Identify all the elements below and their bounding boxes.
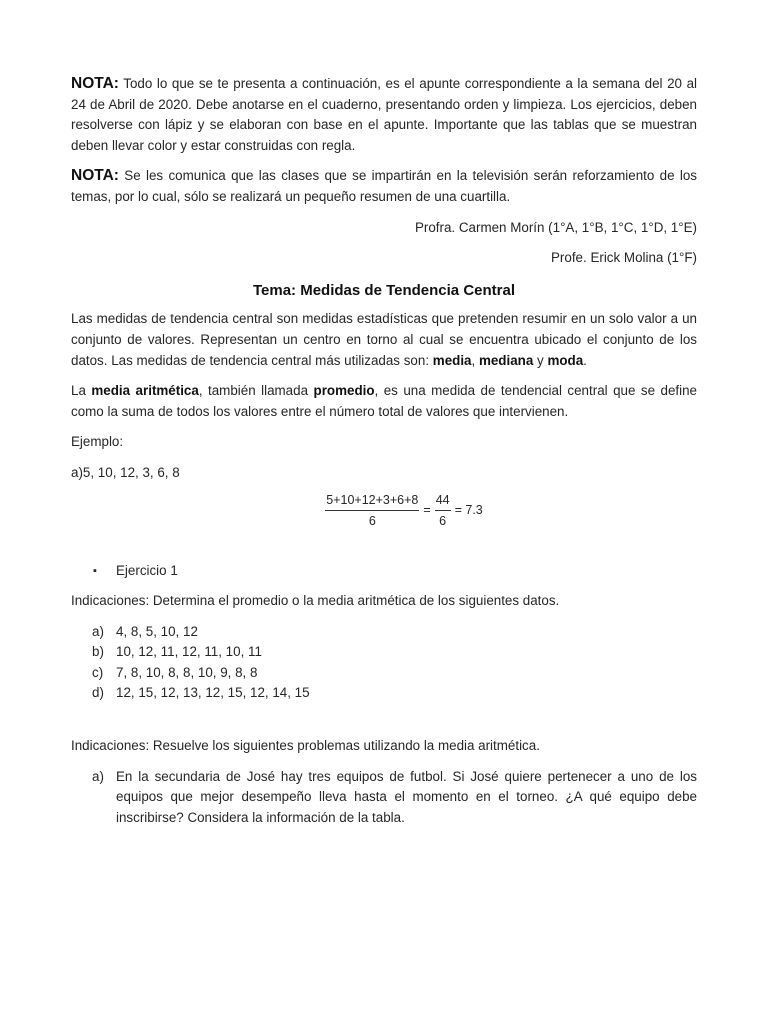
exercise-bullet-list — [71, 561, 697, 582]
item-marker: c) — [92, 664, 104, 680]
term-promedio: promedio — [313, 383, 375, 399]
term-media: media — [432, 352, 472, 368]
formula-result: = 7.3 — [454, 502, 483, 517]
item-text: En la secundaria de José hay tres equipos de futbol. Si José quiere pertenecer a uno de los equipos que mejor desempeño lleva hasta el momento en el torneo. ¿A qué equipo debe inscribirse? Considera la información de la tabla. — [116, 768, 697, 825]
list-item — [71, 622, 697, 643]
exercise-title: ▪ Ejercicio 1 — [71, 561, 697, 582]
note-1-text: Todo lo que se te presenta a continuación, es el apunte correspondiente a la semana del 20 al 24 de Abril de 2020. Debe anotarse en el cuaderno, presentando orden y limpieza. Los ejercicios, deben resolverse con lápiz y se elaboran con base en el apunte. Importante que las tablas que se muestran deben llevar color y estar construidas con regla. — [71, 76, 697, 153]
note-2-label: NOTA: — [71, 167, 119, 185]
equals-sign: = — [423, 502, 431, 517]
list-item — [71, 683, 697, 704]
item-marker: a) — [92, 768, 104, 784]
item-text: 10, 12, 11, 12, 11, 10, 11 — [116, 644, 262, 660]
intro-paragraph — [71, 309, 697, 371]
fraction-total — [435, 492, 451, 529]
problems-instructions: Indicaciones: Resuelve los siguientes problemas utilizando la media aritmética. — [71, 738, 540, 754]
note-1 — [71, 74, 697, 156]
note-2 — [71, 166, 697, 207]
term-mediana: mediana — [478, 352, 534, 368]
fraction-sum — [325, 492, 419, 529]
fraction-sum-numerator: 5+10+12+3+6+8 — [325, 492, 419, 511]
term-moda: moda — [547, 352, 584, 368]
definition-paragraph — [71, 381, 697, 422]
note-1-label: NOTA: — [71, 75, 119, 92]
teacher-2: Profe. Erick Molina (1°F) — [551, 250, 697, 266]
item-text: 7, 8, 10, 8, 8, 10, 9, 8, 8 — [116, 664, 258, 680]
list-item — [71, 642, 697, 663]
teacher-1: Profra. Carmen Morín (1°A, 1°B, 1°C, 1°D, 1°E) — [414, 219, 697, 235]
item-text: 12, 15, 12, 13, 12, 15, 12, 14, 15 — [116, 685, 310, 701]
fraction-total-numerator: 44 — [435, 492, 451, 511]
example-label: Ejemplo: — [71, 434, 124, 450]
item-marker: d) — [92, 685, 104, 701]
note-2-text: Se les comunica que las clases que se impartirán en la televisión serán reforzamiento de los temas, por lo cual, sólo se realizará un pequeño resumen de una cuartilla. — [71, 168, 697, 204]
definition-lead: La — [71, 383, 86, 399]
exercise-instructions: Indicaciones: Determina el promedio o la media aritmética de los siguientes datos. — [71, 593, 560, 609]
problems-list — [71, 767, 697, 829]
term-media-aritmetica: media aritmética — [91, 383, 199, 399]
list-item — [71, 663, 697, 684]
item-marker: b) — [92, 644, 104, 660]
item-text: 4, 8, 5, 10, 12 — [116, 623, 198, 639]
intro-text: Las medidas de tendencia central son medidas estadísticas que pretenden resumir en un solo valor a un conjunto de valores. Representan un centro en torno al cual se encuentra ubicado el conjunto de los datos. Las medidas de tendencia central más utilizadas son: — [71, 311, 697, 368]
intro-sep-1: , — [471, 352, 476, 368]
example-formula — [111, 492, 697, 529]
exercise-list — [71, 622, 697, 704]
definition-mid: , también llamada — [198, 383, 309, 399]
document-page — [71, 74, 697, 828]
intro-end: . — [583, 352, 587, 368]
list-item — [71, 767, 697, 829]
item-marker: a) — [92, 623, 104, 639]
page-title: Tema: Medidas de Tendencia Central — [252, 281, 515, 299]
intro-sep-2: y — [537, 352, 544, 368]
fraction-sum-denominator: 6 — [368, 513, 376, 528]
definition-rest: , es una medida de tendencial central que se define como la suma de todos los valores entre el número total de valores que intervienen. — [71, 383, 697, 419]
example-data: a)5, 10, 12, 3, 6, 8 — [71, 464, 180, 480]
fraction-total-denominator: 6 — [439, 513, 447, 528]
